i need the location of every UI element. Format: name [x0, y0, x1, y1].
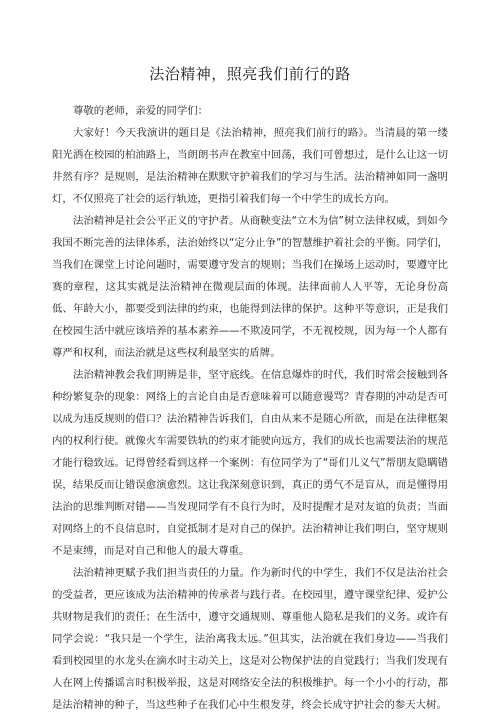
- paragraph-3: 法治精神教会我们明辨是非，坚守底线。在信息爆炸的时代，我们时常会接触到各种纷繁复杂的现象：网络上的言论自由是否意味着可以随意谩骂？青春期的冲动是否可以成为违反规则的借口？法治精神告诉我们，自由从来不是随心所欲，而是在法律框架内的权利行使。就像火车需要铁轨的约束才能驶向远方，我们的成长也需要法治的规范才能行稳致远。记得曾经看到这样一个案例：有位同学为了“哥们儿义气”帮朋友隐瞒错误，结果反而让错误愈演愈烈。这让我深刻意识到，真正的勇气不是盲从，而是懂得用法治的思维判断对错——当发现同学有不良行为时，及时提醒才是对友谊的负责；当面对网络上的不良信息时，自觉抵制才是对自己的保护。法治精神让我们明白，坚守规则不是束缚，而是对自己和他人的最大尊重。: [52, 369, 448, 557]
- paragraph-4: 法治精神更赋予我们担当责任的力量。作为新时代的中学生，我们不仅是法治社会的受益者，更应该成为法治精神的传承者与践行者。在校园里，遵守课堂纪律、爱护公共财物是我们的责任；在生活中，遵守交通规则、尊重他人隐私是我们的义务。或许有同学会说：“我只是一个学生，法治离我太远。”但其实，法治就在我们身边——当我们看到校园里的水龙头在滴水时主动关上，这是对公物保护法的自觉践行；当我们发现有人在网上传播谣言时积极举报，这是对网络安全法的积极维护。每一个小小的行动，都是法治精神的种子，当这些种子在我们心中生根发芽，终会长成守护社会的参天大树。: [52, 567, 448, 711]
- document-title: 法治精神，照亮我们前行的路: [149, 65, 351, 83]
- salutation: 尊敬的老师，亲爱的同学们：: [73, 105, 209, 117]
- paragraph-1: 大家好！今天我演讲的题目是《法治精神，照亮我们前行的路》。当清晨的第一缕阳光洒在校园的柏油路上，当朗朗书声在教室中回荡，我们可曾想过，是什么让这一切井然有序？是规则，是法治精神在默默守护着我们的学习与生活。法治精神如同一盏明灯，不仅照亮了社会的运行轨迹，更指引着我们每一个中学生的成长方向。: [52, 127, 448, 205]
- paragraph-2: 法治精神是社会公平正义的守护者。从商鞅变法“立木为信”树立法律权威，到如今我国不断完善的法律体系，法治始终以“定分止争”的智慧维护着社会的平衡。同学们，当我们在课堂上讨论问题时，需要遵守发言的规则；当我们在操场上运动时，要遵守比赛的章程，这其实就是法治精神在微观层面的体现。法律面前人人平等，无论身份高低、年龄大小，都要受到法律的约束，也能得到法律的保护。这种平等意识，正是我们在校园生活中就应该培养的基本素养——不欺凌同学，不无视校规，因为每一个人都有尊严和权利，而法治就是这些权利最坚实的盾牌。: [52, 215, 448, 359]
